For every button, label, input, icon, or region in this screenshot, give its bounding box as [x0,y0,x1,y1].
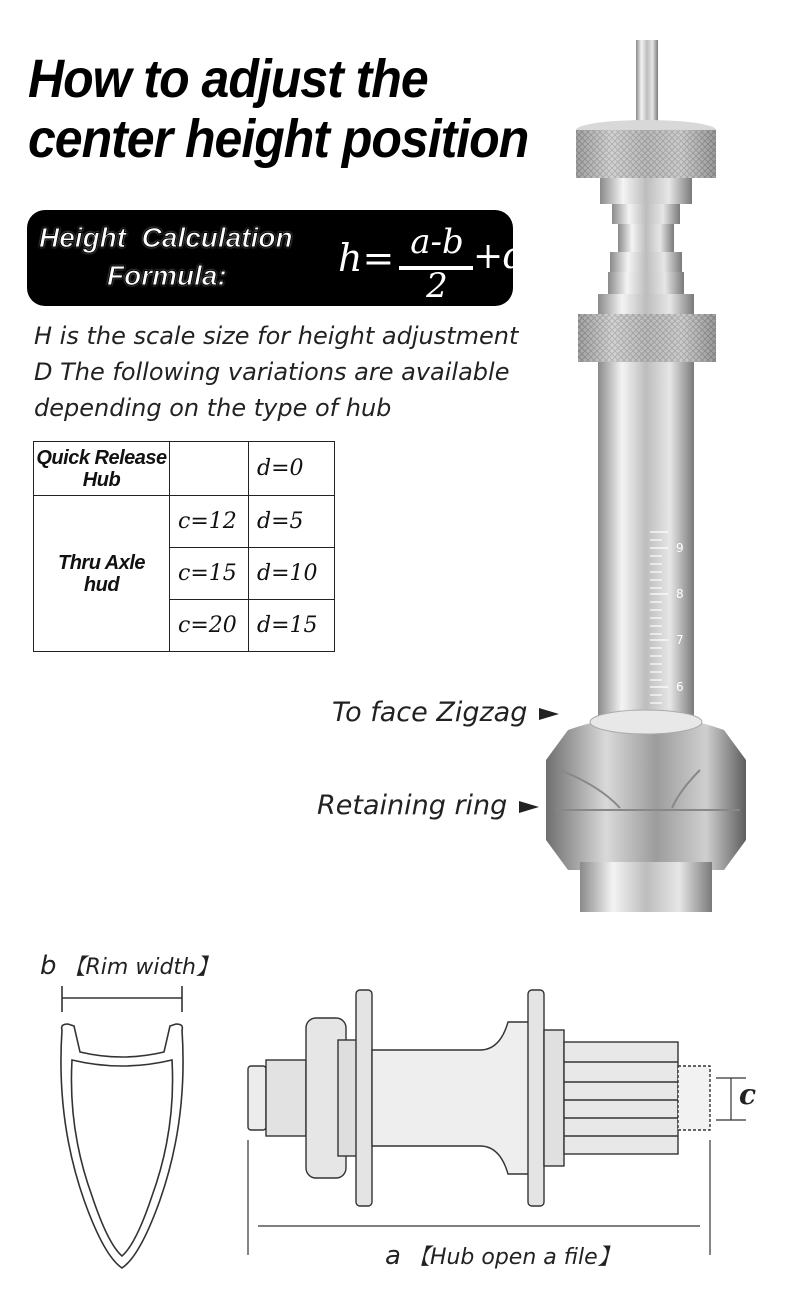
lower-tube [580,862,712,912]
description [34,318,534,426]
rim-cross-section [50,980,200,1280]
callout-text: Retaining ring [317,790,508,821]
table-row [34,442,335,496]
arrow-right-icon [539,708,559,720]
a-label-text: 【Hub open a file】 [407,1245,620,1270]
hub-width-label [385,1240,620,1271]
formula-plus-d: +d [473,236,527,277]
callout-retaining-ring [317,790,539,821]
hub-variation-table [33,441,335,652]
arrow-right-icon [519,801,539,813]
page-title [28,46,548,169]
formula-h: h= [338,236,395,280]
title-line-2: center height position [28,108,529,169]
formula-denominator: 2 [426,266,448,306]
callout-to-face-zigzag [332,697,559,728]
d-value: d=15 [249,600,335,652]
formula-label-line-1: Height Calculation [39,222,293,253]
b-label-text: 【Rim width】 [63,955,218,980]
quick-release-hub-cell [34,442,170,496]
qr-hub-label-2: Hub [82,468,121,491]
thru-axle-hub-cell [34,496,170,652]
title-line-1: How to adjust the [28,48,428,109]
formula-numerator: a-b [410,222,464,262]
thru-axle-label-2: hud [83,573,120,596]
d-value: d=10 [249,548,335,600]
scale-number: 6 [676,680,684,694]
callout-text: To face Zigzag [332,697,528,728]
thru-axle-label-1: Thru Axle [58,551,145,574]
qr-d-value: d=0 [249,442,335,496]
d-value: d=5 [249,496,335,548]
formula-label-line-2: Formula: [107,260,227,291]
formula-box [27,210,527,306]
centering-tool-illustration [520,30,760,915]
retaining-ring [546,716,746,870]
c-value: c=15 [170,548,249,600]
rear-hub-drawing [240,980,760,1260]
empty-cell [170,442,249,496]
table-row [34,496,335,548]
scale-number: 8 [676,587,684,601]
c-value: c=12 [170,496,249,548]
description-line-3: depending on the type of hub [34,394,392,422]
scale-number: 7 [676,633,684,647]
rim-width-label [40,950,218,981]
c-dimension-label: c [739,1078,757,1111]
b-letter: b [40,951,57,981]
a-letter: a [385,1241,401,1271]
c-value: c=20 [170,600,249,652]
scale-number: 9 [676,541,684,555]
description-line-1: H is the scale size for height adjustment [34,322,519,350]
qr-hub-label-1: Quick Release [36,446,167,469]
description-line-2: D The following variations are available [34,358,510,386]
